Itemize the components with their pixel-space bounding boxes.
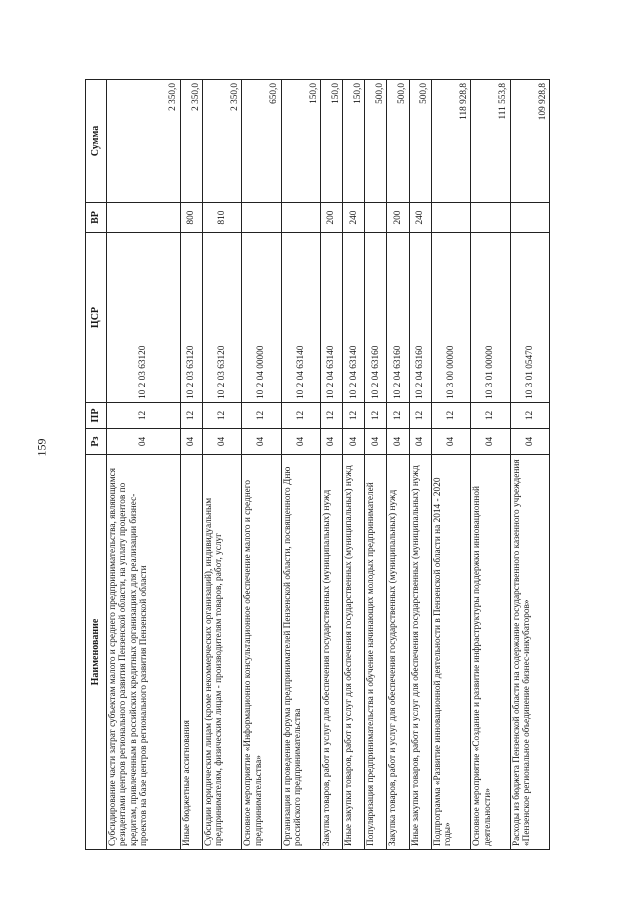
budget-table xyxy=(85,79,550,850)
cell-rz: 04 xyxy=(202,429,241,455)
table-row xyxy=(343,80,365,850)
cell-vr: 240 xyxy=(343,203,365,233)
cell-pr: 12 xyxy=(510,403,549,429)
cell-vr: 200 xyxy=(387,203,409,233)
cell-rz: 04 xyxy=(107,429,181,455)
cell-sum: 650,0 xyxy=(242,80,281,203)
cell-csr: 10 2 03 63120 xyxy=(107,233,181,403)
cell-sum: 2 350,0 xyxy=(107,80,181,203)
table-row xyxy=(321,80,343,850)
header-name: Наименование xyxy=(86,455,107,850)
cell-pr: 12 xyxy=(387,403,409,429)
table-body xyxy=(107,80,550,850)
cell-pr: 12 xyxy=(471,403,510,429)
header-rz: Рз xyxy=(86,429,107,455)
table-row xyxy=(365,80,387,850)
table-row xyxy=(510,80,549,850)
cell-name: Подпрограмма «Развитие инновационной деятельности в Пензенской области на 2014 - 2020 годы» xyxy=(431,455,470,850)
cell-pr: 12 xyxy=(431,403,470,429)
cell-pr: 12 xyxy=(180,403,202,429)
cell-name: Основное мероприятие «Информационно консультационное обеспечение малого и среднего предпринимательства» xyxy=(242,455,281,850)
table-row xyxy=(471,80,510,850)
cell-vr xyxy=(365,203,387,233)
page-number: 159 xyxy=(34,438,49,457)
cell-rz: 04 xyxy=(510,429,549,455)
cell-name: Иные бюджетные ассигнования xyxy=(180,455,202,850)
cell-rz: 04 xyxy=(471,429,510,455)
cell-name: Основное мероприятие «Создание и развитие инфраструктуры поддержки инновационной деятельности» xyxy=(471,455,510,850)
cell-csr: 10 2 04 00000 xyxy=(242,233,281,403)
cell-name: Организация и проведение форума предпринимателей Пензенской области, посвященного Дню российского предпринимательства xyxy=(281,455,320,850)
budget-table-container xyxy=(85,80,550,850)
cell-sum: 150,0 xyxy=(321,80,343,203)
cell-pr: 12 xyxy=(242,403,281,429)
cell-vr xyxy=(242,203,281,233)
cell-csr: 10 3 01 05470 xyxy=(510,233,549,403)
cell-name: Закупка товаров, работ и услуг для обеспечения государственных (муниципальных) нужд xyxy=(321,455,343,850)
cell-csr: 10 2 03 63120 xyxy=(180,233,202,403)
cell-sum: 150,0 xyxy=(281,80,320,203)
cell-name: Иные закупки товаров, работ и услуг для обеспечения государственных (муниципальных) нужд xyxy=(409,455,431,850)
cell-vr: 240 xyxy=(409,203,431,233)
cell-pr: 12 xyxy=(343,403,365,429)
cell-rz: 04 xyxy=(431,429,470,455)
table-row xyxy=(387,80,409,850)
cell-name: Субсидирование части затрат субъектам малого и среднего предпринимательства, являющимся резидентами центров регионального развития Пензенской области, на уплату процентов по кредитам, привлеченным в российских кредитных организациях для реализации бизнес-проектов на базе центров регионального развития Пензенской области xyxy=(107,455,181,850)
table-row xyxy=(281,80,320,850)
cell-rz: 04 xyxy=(343,429,365,455)
cell-vr: 800 xyxy=(180,203,202,233)
cell-rz: 04 xyxy=(180,429,202,455)
cell-sum: 500,0 xyxy=(409,80,431,203)
cell-rz: 04 xyxy=(321,429,343,455)
cell-sum: 2 350,0 xyxy=(180,80,202,203)
cell-vr xyxy=(281,203,320,233)
cell-pr: 12 xyxy=(365,403,387,429)
table-row xyxy=(431,80,470,850)
cell-vr xyxy=(471,203,510,233)
cell-sum: 118 928,8 xyxy=(431,80,470,203)
header-vr: ВР xyxy=(86,203,107,233)
cell-name: Закупка товаров, работ и услуг для обеспечения государственных (муниципальных) нужд xyxy=(387,455,409,850)
cell-pr: 12 xyxy=(321,403,343,429)
cell-csr: 10 2 04 63140 xyxy=(343,233,365,403)
cell-pr: 12 xyxy=(202,403,241,429)
cell-csr: 10 2 04 63140 xyxy=(321,233,343,403)
cell-csr: 10 2 04 63160 xyxy=(387,233,409,403)
cell-sum: 500,0 xyxy=(387,80,409,203)
cell-sum: 2 350,0 xyxy=(202,80,241,203)
cell-sum: 111 553,8 xyxy=(471,80,510,203)
cell-sum: 150,0 xyxy=(343,80,365,203)
cell-vr xyxy=(107,203,181,233)
cell-name: Субсидии юридическим лицам (кроме некоммерческих организаций), индивидуальным предпринимателям, физическим лицам - производителям товаров, работ, услуг xyxy=(202,455,241,850)
cell-rz: 04 xyxy=(409,429,431,455)
cell-rz: 04 xyxy=(365,429,387,455)
header-sum: Сумма xyxy=(86,80,107,203)
cell-csr: 10 3 00 00000 xyxy=(431,233,470,403)
cell-rz: 04 xyxy=(387,429,409,455)
cell-pr: 12 xyxy=(107,403,181,429)
cell-rz: 04 xyxy=(242,429,281,455)
header-csr: ЦСР xyxy=(86,233,107,403)
cell-sum: 500,0 xyxy=(365,80,387,203)
cell-pr: 12 xyxy=(281,403,320,429)
cell-csr: 10 2 04 63160 xyxy=(365,233,387,403)
cell-vr xyxy=(431,203,470,233)
cell-csr: 10 3 01 00000 xyxy=(471,233,510,403)
table-header-row xyxy=(86,80,107,850)
cell-vr: 200 xyxy=(321,203,343,233)
table-row xyxy=(202,80,241,850)
cell-vr xyxy=(510,203,549,233)
cell-csr: 10 2 04 63140 xyxy=(281,233,320,403)
table-row xyxy=(409,80,431,850)
cell-rz: 04 xyxy=(281,429,320,455)
table-row xyxy=(242,80,281,850)
cell-name: Иные закупки товаров, работ и услуг для обеспечения государственных (муниципальных) нужд xyxy=(343,455,365,850)
cell-name: Расходы из бюджета Пензенской области на содержание государственного казенного учреждения «Пензенское региональное объединение бизнес-инкубаторов» xyxy=(510,455,549,850)
cell-pr: 12 xyxy=(409,403,431,429)
cell-csr: 10 2 04 63160 xyxy=(409,233,431,403)
cell-csr: 10 2 03 63120 xyxy=(202,233,241,403)
cell-vr: 810 xyxy=(202,203,241,233)
cell-sum: 109 928,8 xyxy=(510,80,549,203)
table-row xyxy=(107,80,181,850)
cell-name: Популяризация предпринимательства и обучение начинающих молодых предпринимателей xyxy=(365,455,387,850)
table-row xyxy=(180,80,202,850)
header-pr: ПР xyxy=(86,403,107,429)
